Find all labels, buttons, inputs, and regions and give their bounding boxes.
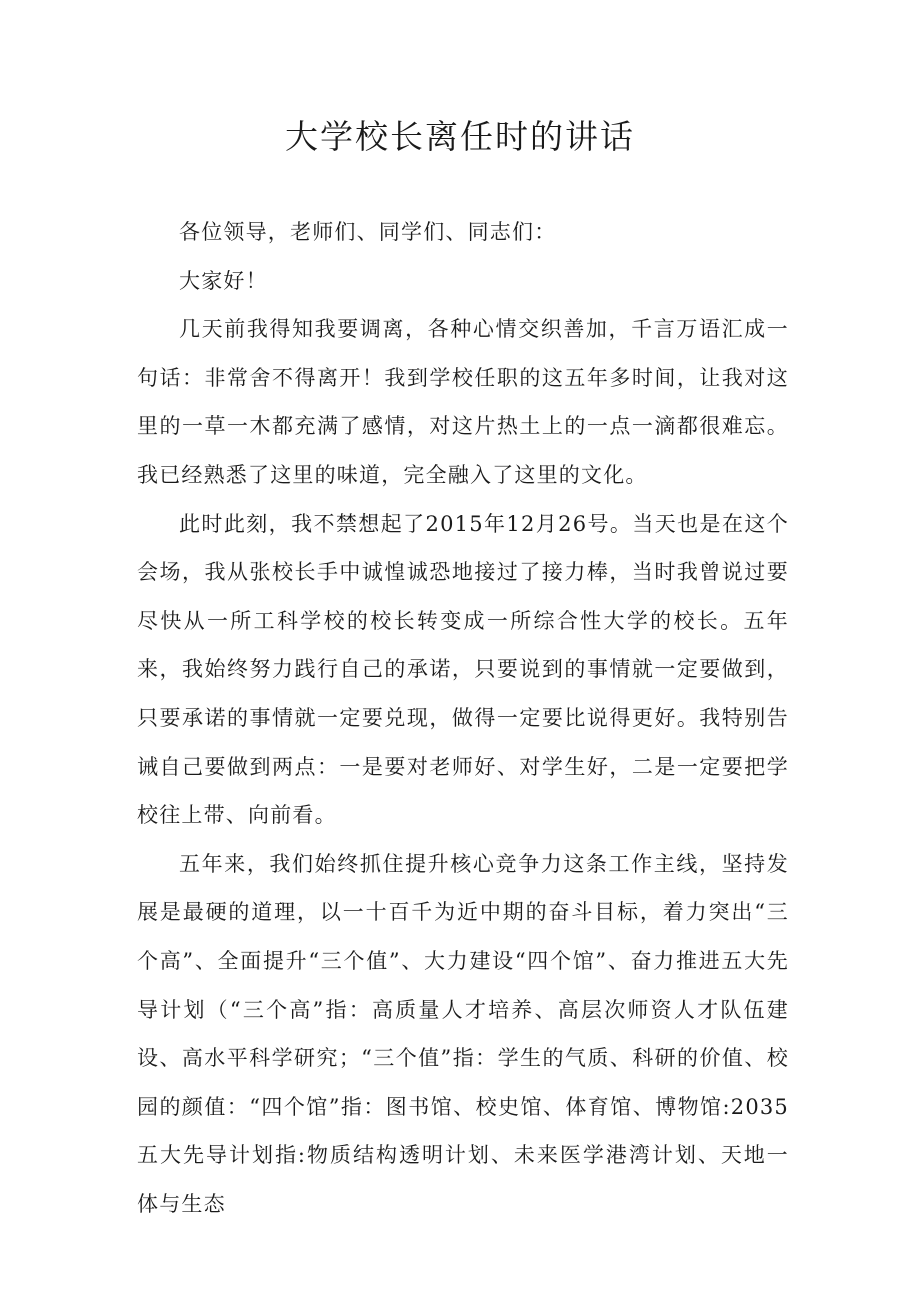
paragraph: 几天前我得知我要调离，各种心情交织善加，千言万语汇成一句话：非常舍不得离开！我到学校任职的这五年多时间，让我对这里的一草一木都充满了感情，对这片热土上的一点一滴都很难忘。我已经熟悉了这里的味道，完全融入了这里的文化。 [137,317,789,487]
paragraph: 此时此刻，我不禁想起了2015年12月26号。当天也是在这个会场，我从张校长手中诚惶诚恐地接过了接力棒，当时我曾说过要尽快从一所工科学校的校长转变成一所综合性大学的校长。五年来，我始终努力践行自己的承诺，只要说到的事情就一定要做到，只要承诺的事情就一定要兑现，做得一定要比说得更好。我特别告诫自己要做到两点：一是要对老师好、对学生好，二是一定要把学校往上带、向前看。 [137,511,789,828]
paragraph: 五年来，我们始终抓住提升核心竞争力这条工作主线，坚持发展是最硬的道理，以一十百千为近中期的奋斗目标，着力突出“三个高”、全面提升“三个值”、大力建设“四个馆”、奋力推进五大先导计划（“三个高”指：高质量人才培养、高层次师资人才队伍建设、高水平科学研究；“三个值”指：学生的气质、科研的价值、校园的颜值：“四个馆”指：图书馆、校史馆、体育馆、博物馆:2035五大先导计划指:物质结构透明计划、未来医学港湾计划、天地一体与生态 [137,851,789,1216]
document-title: 大学校长离任时的讲话 [285,117,635,156]
salutation: 各位领导，老师们、同学们、同志们： [179,220,557,244]
greeting: 大家好！ [179,268,268,293]
document-body [137,208,789,1228]
